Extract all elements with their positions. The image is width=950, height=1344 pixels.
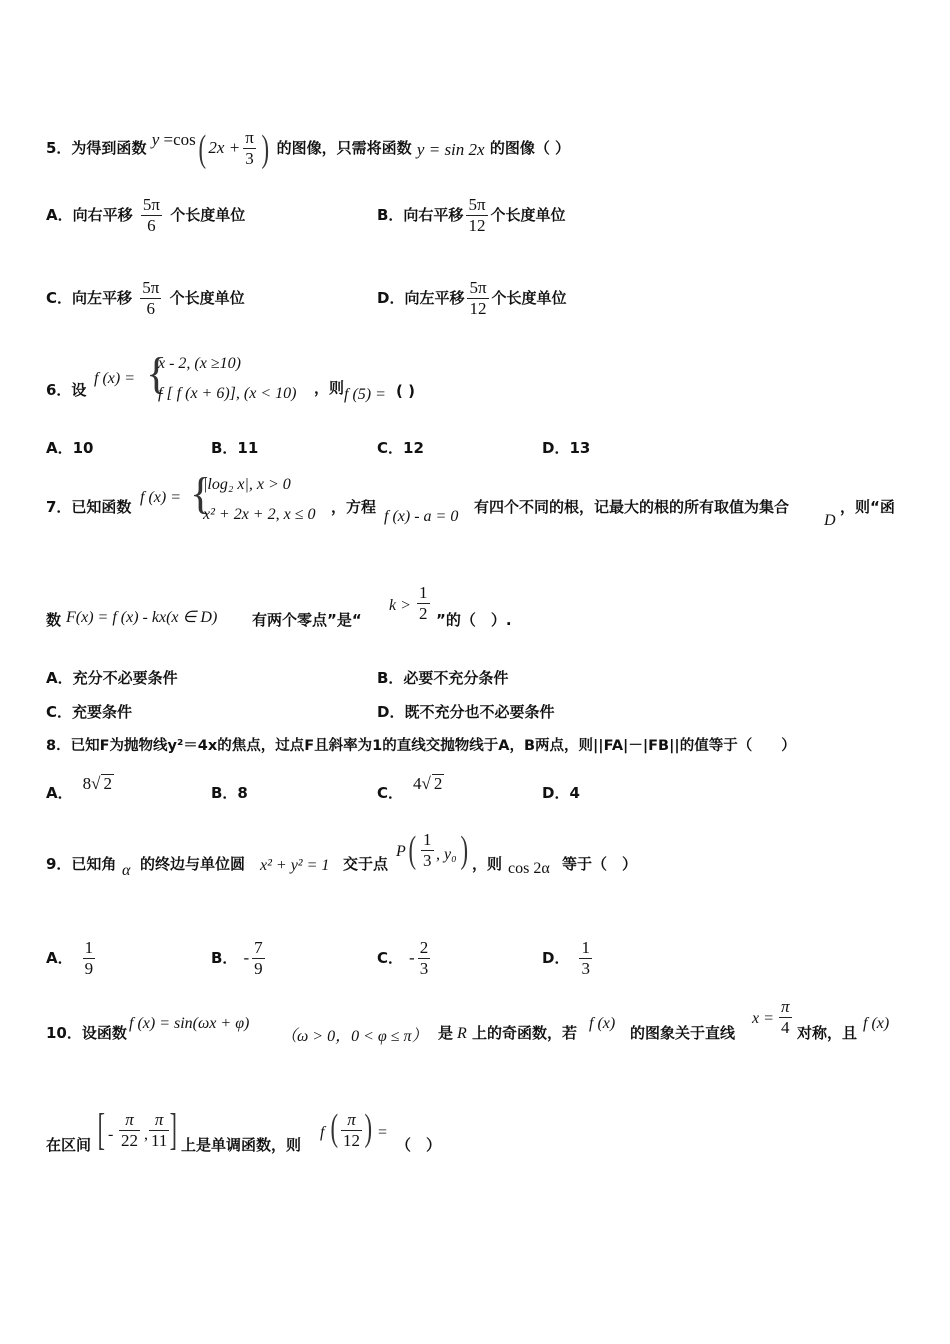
q9-text-4: 等于（ ） [562,855,638,873]
option-radical: 8√ 2 [82,774,112,793]
option-label: C．向左平移 [46,289,133,307]
q9-option-d[interactable] [542,938,595,979]
option-unit: 个长度单位 [490,206,566,224]
option-sign: - [243,948,250,967]
q5-stem [46,128,570,169]
q10-f: f [320,1124,325,1141]
q5-source-function: y = sin 2x [416,140,485,159]
q9-third: $\frac{1}{3}$ [423,830,432,870]
q9-option-a[interactable] [46,938,98,979]
q10-line2-a: 在区间 [46,1136,92,1154]
option-fraction: $\frac{7}{9}$ [254,938,263,978]
q10-text-2: 上的奇函数，若 [472,1024,578,1042]
q6-option-c[interactable]: C．12 [377,439,424,457]
q6-number: 6．设 [46,381,87,399]
q10-fx-2: f (x) [863,1015,890,1032]
q7-fx: f (x) = [140,489,181,506]
q9-text-3: ，则 [472,855,503,873]
q10-left-paren: ( [330,1107,339,1149]
q8-option-c[interactable] [377,774,444,803]
q10-pi-over-4: $\frac{\pi}{4}$ [781,997,790,1037]
q10-left-bracket: [ [97,1105,105,1154]
q7-set-d: D [824,512,836,529]
q10-right-paren: ) [364,1107,373,1149]
q9-text-2: 交于点 [343,855,389,873]
q10-number: 10．设函数 [46,1024,127,1042]
q6-brace: { [146,349,168,398]
q7-line2-c: ”的（ ）. [436,611,512,629]
option-unit: 个长度单位 [169,289,245,307]
q10-equals: = [378,1124,388,1141]
q6-fx: f (x) = [94,370,135,387]
q7-case-2: x² + 2x + 2, x ≤ 0 [203,506,316,523]
q5-option-a[interactable] [46,195,245,236]
q10-right-bracket: ] [169,1105,177,1154]
q10-condition: （ω > 0，0 < φ ≤ π） [281,1028,428,1045]
q5-right-paren: ) [261,127,269,170]
q7-equation-label: ，方程 [331,498,377,516]
q10-text-1: 是 [438,1024,454,1042]
q6-option-a[interactable]: A．10 [46,439,94,457]
q9-text-1: 的终边与单位圆 [140,855,246,873]
q6-case-2: f [ f (x + 6)], (x < 10) [158,385,297,402]
q10-pi-over-12: $\frac{\pi}{12}$ [343,1110,360,1150]
q6-option-d[interactable]: D．13 [542,439,591,457]
option-fraction: $\frac{1}{3}$ [581,938,590,978]
q5-arg: 2x + [208,138,241,157]
q10-line2-b: 上是单调函数，则 [181,1136,302,1154]
q10-function: f (x) = sin(ωx + φ) [129,1015,250,1032]
q10-x-eq: x = [752,1010,774,1027]
q7-number: 7．已知函数 [46,498,132,516]
q9-left-paren: ( [408,829,417,871]
q7-text-1: 有四个不同的根，记最大的根的所有取值为集合 [474,498,790,516]
q7-option-a[interactable]: A．充分不必要条件 [46,669,178,687]
q7-k: k > [389,597,411,614]
q8-option-b[interactable]: B．8 [211,784,248,802]
q7-half: $\frac{1}{2}$ [419,583,428,623]
q5-left-paren: ( [198,127,206,170]
q5-target-function: y =cos [151,130,196,149]
option-fraction: $\frac{5\pi}{12}$ [469,278,487,318]
q10-fx: f (x) [589,1015,616,1032]
q9-cos2a: cos 2α [508,860,550,877]
q8-option-a[interactable] [46,774,114,803]
q10-right-bound: $\frac{\pi}{11}$ [151,1110,168,1150]
q6-then: ，则 [314,379,345,397]
q5-option-d[interactable] [377,278,567,319]
q9-circle: x² + y² = 1 [260,857,330,874]
option-fraction: $\frac{5\pi}{6}$ [142,278,160,318]
option-label: A．向右平移 [46,206,133,224]
q7-text-2: ，则“函 [840,498,895,516]
q10-R: R [457,1025,467,1042]
q7-F-function: F(x) = f (x) - kx(x ∈ D) [66,609,218,626]
option-sign: - [409,948,415,967]
q5-pi-over-3: $\frac{\pi}{3}$ [245,128,254,168]
q9-point-P: P [396,843,406,860]
q8-stem: 8．已知F为抛物线y²＝4x的焦点，过点F且斜率为1的直线交抛物线于A，B两点，则||FA|－|FB||的值等于（ ） [46,738,796,754]
q6-case-1: x - 2, (x ≥10) [158,355,241,372]
option-label: B．向右平移 [377,206,464,224]
option-fraction: $\frac{5\pi}{6}$ [142,195,160,235]
q5-number: 5．为得到函数 [46,139,147,157]
q7-case-1: |log₂ x|, x > 0 [203,476,291,493]
q10-text-4: 对称，且 [797,1024,858,1042]
q7-equation: f (x) - a = 0 [384,508,459,525]
q6-option-b[interactable]: B．11 [211,439,259,457]
option-label: C． [377,784,404,802]
option-label: D．向左平移 [377,289,465,307]
option-label: A． [46,949,73,967]
option-label: B． [211,949,238,967]
option-unit: 个长度单位 [491,289,567,307]
q8-option-d[interactable]: D．4 [542,784,580,802]
option-fraction: $\frac{2}{3}$ [419,938,429,978]
option-label: A． [46,784,73,802]
q9-option-b[interactable] [211,938,268,979]
q5-tail: 的图像（ ） [489,139,571,157]
option-label: D． [542,949,570,967]
q5-option-c[interactable] [46,278,245,319]
q10-tail: （ ） [396,1136,442,1154]
option-fraction: $\frac{1}{9}$ [84,938,94,978]
q6-ask: f (5) = [344,386,386,403]
q9-option-c[interactable] [377,938,433,979]
option-unit: 个长度单位 [170,206,246,224]
q5-option-b[interactable] [377,195,566,236]
q9-y0: , y₀ [436,846,457,863]
option-fraction: $\frac{5\pi}{12}$ [468,195,486,235]
q7-option-c[interactable]: C．充要条件 [46,703,133,721]
q10-text-3: 的图象关于直线 [630,1024,736,1042]
q9-right-paren: ) [460,829,469,871]
q10-left-bound: $\frac{\pi}{22}$ [121,1110,138,1150]
option-label: C． [377,949,404,967]
q7-line2-b: 有两个零点”是“ [252,611,362,629]
q9-alpha: α [122,862,131,879]
q7-option-d[interactable]: D．既不充分也不必要条件 [377,703,555,721]
q9-number: 9．已知角 [46,855,117,873]
option-radical: 4√ 2 [413,774,443,793]
q10-comma: , [144,1126,148,1143]
q6-stem-number [46,380,86,400]
q7-brace: { [190,469,212,518]
q5-middle-text: 的图像，只需将函数 [276,139,412,157]
q7-line2-a: 数 [46,611,62,629]
q6-tail: ( ) [396,382,415,400]
q10-minus: - [108,1126,114,1143]
q7-option-b[interactable]: B．必要不充分条件 [377,669,509,687]
